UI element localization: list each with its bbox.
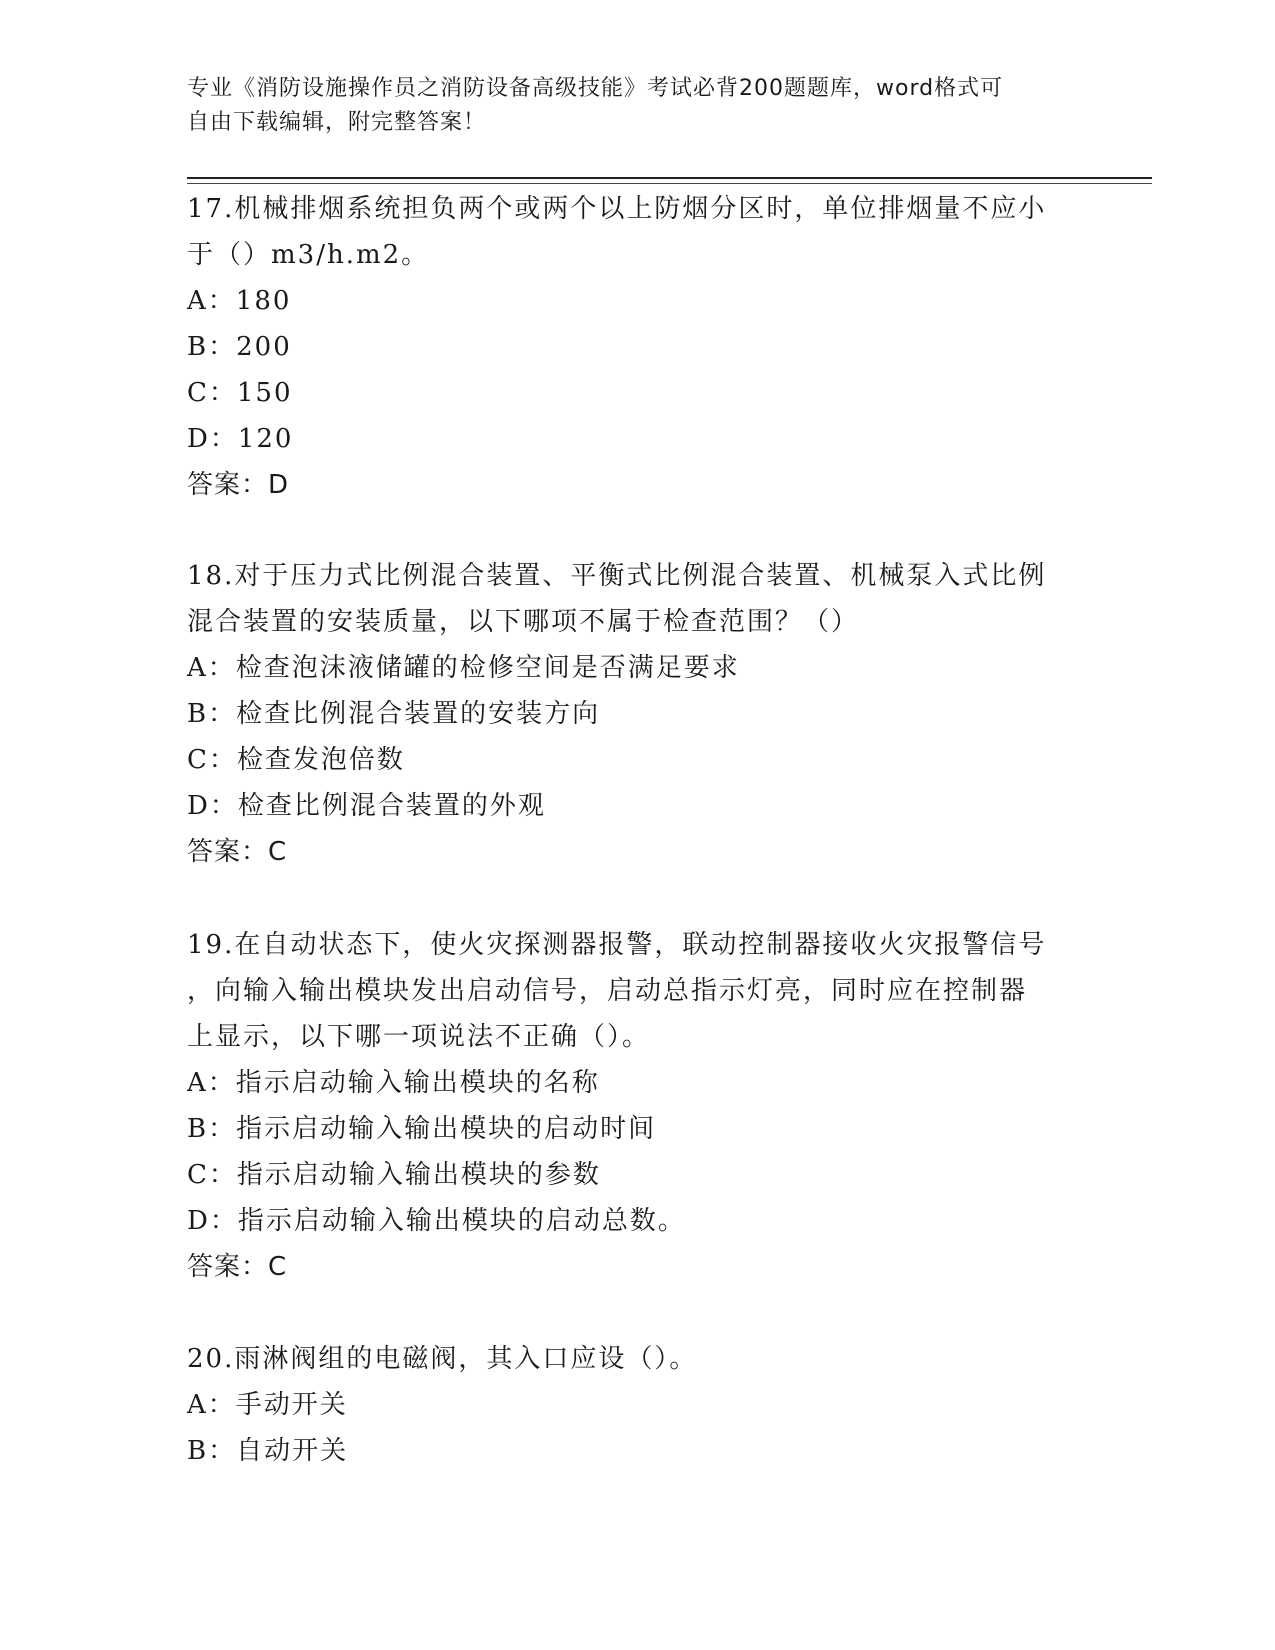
question-stem-line: 混合装置的安装质量，以下哪项不属于检查范围？（） (187, 607, 860, 637)
header-divider-thick (187, 177, 1152, 179)
option-b: B：检查比例混合装置的安装方向 (187, 699, 601, 729)
question-stem-line: 18.对于压力式比例混合装置、平衡式比例混合装置、机械泵入式比例 (187, 561, 1047, 591)
question-stem-line: 19.在自动状态下，使火灾探测器报警，联动控制器接收火灾报警信号 (187, 930, 1047, 960)
question-stem-line: 17.机械排烟系统担负两个或两个以上防烟分区时，单位排烟量不应小 (187, 194, 1047, 224)
option-d: D：120 (187, 424, 294, 454)
option-a: A：180 (187, 286, 292, 316)
question-stem-line: ，向输入输出模块发出启动信号，启动总指示灯亮，同时应在控制器 (187, 976, 1028, 1006)
option-c: C：检查发泡倍数 (187, 745, 405, 775)
question-stem-line: 于（）m3/h.m2。 (187, 240, 430, 270)
question-19 (187, 922, 1087, 1290)
question-18 (187, 553, 1087, 875)
question-17 (187, 186, 1087, 508)
option-d: D：检查比例混合装置的外观 (187, 791, 546, 821)
option-b: B：自动开关 (187, 1436, 349, 1466)
header-line-1: 专业《消防设施操作员之消防设备高级技能》考试必背200题题库，word格式可 (187, 76, 1004, 101)
answer: 答案：D (187, 470, 290, 500)
option-b: B：200 (187, 332, 292, 362)
option-c: C：指示启动输入输出模块的参数 (187, 1160, 601, 1190)
document-header (187, 72, 1067, 140)
answer: 答案：C (187, 837, 288, 867)
answer: 答案：C (187, 1252, 288, 1282)
option-a: A：检查泡沫液储罐的检修空间是否满足要求 (187, 653, 740, 683)
option-a: A：手动开关 (187, 1390, 348, 1420)
header-divider-thin (187, 183, 1152, 184)
question-stem-line: 20.雨淋阀组的电磁阀，其入口应设（）。 (187, 1344, 698, 1374)
question-stem-line: 上显示，以下哪一项说法不正确（）。 (187, 1022, 651, 1052)
question-20 (187, 1336, 1087, 1474)
option-c: C：150 (187, 378, 293, 408)
header-line-2: 自由下载编辑，附完整答案！ (187, 110, 487, 135)
option-a: A：指示启动输入输出模块的名称 (187, 1068, 600, 1098)
option-b: B：指示启动输入输出模块的启动时间 (187, 1114, 657, 1144)
option-d: D：指示启动输入输出模块的启动总数。 (187, 1206, 686, 1236)
